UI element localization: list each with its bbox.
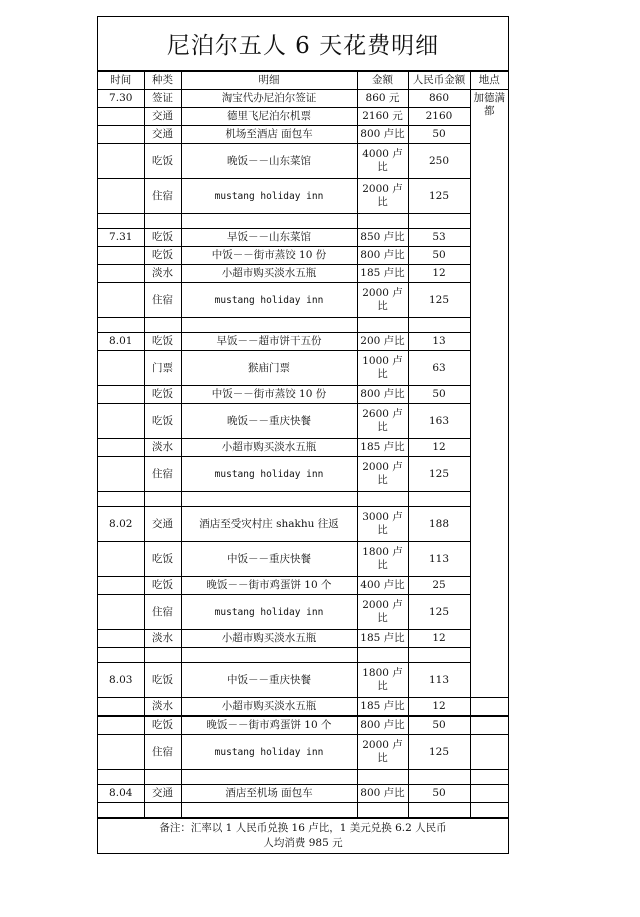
cell-detail: 中饭－－街市蒸饺 10 份 bbox=[181, 386, 357, 404]
table-row bbox=[98, 507, 508, 542]
cell-type: 吃饭 bbox=[144, 386, 181, 404]
cell-rmb: 50 bbox=[408, 386, 470, 404]
cell-rmb bbox=[408, 492, 470, 507]
cell-rmb: 53 bbox=[408, 229, 470, 247]
cell-type: 淡水 bbox=[144, 265, 181, 283]
cell-detail: 酒店至机场 面包车 bbox=[181, 785, 357, 803]
cell-rmb: 50 bbox=[408, 785, 470, 803]
cell-date: 8.03 bbox=[98, 663, 144, 698]
table-row bbox=[98, 108, 508, 126]
cell-amount: 200 卢比 bbox=[357, 333, 408, 351]
cell-detail bbox=[181, 803, 357, 818]
cell-rmb: 12 bbox=[408, 698, 470, 717]
cell-type: 淡水 bbox=[144, 439, 181, 457]
cell-rmb: 125 bbox=[408, 457, 470, 492]
cell-type: 吃饭 bbox=[144, 144, 181, 179]
cell-date bbox=[98, 542, 144, 577]
cell-detail bbox=[181, 770, 357, 785]
table-row bbox=[98, 630, 508, 648]
header-rmb: 人民币金额 bbox=[408, 72, 470, 90]
expense-table bbox=[98, 71, 508, 818]
cell-date bbox=[98, 247, 144, 265]
cell-amount: 185 卢比 bbox=[357, 630, 408, 648]
cell-date bbox=[98, 179, 144, 214]
cell-amount bbox=[357, 803, 408, 818]
table-row bbox=[98, 439, 508, 457]
cell-amount bbox=[357, 492, 408, 507]
cell-type: 住宿 bbox=[144, 735, 181, 770]
header-detail: 明细 bbox=[181, 72, 357, 90]
cell-amount: 4000 卢比 bbox=[357, 144, 408, 179]
cell-amount: 400 卢比 bbox=[357, 577, 408, 595]
cell-type: 住宿 bbox=[144, 457, 181, 492]
cell-detail: 中饭－－重庆快餐 bbox=[181, 663, 357, 698]
table-row bbox=[98, 351, 508, 386]
cell-type: 吃饭 bbox=[144, 247, 181, 265]
cell-amount: 1800 卢比 bbox=[357, 663, 408, 698]
cell-date bbox=[98, 735, 144, 770]
cell-detail: mustang holiday inn bbox=[181, 283, 357, 318]
cell-rmb: 188 bbox=[408, 507, 470, 542]
spacer-row bbox=[98, 214, 508, 229]
cell-rmb: 125 bbox=[408, 735, 470, 770]
expense-sheet bbox=[97, 16, 509, 854]
spacer-row bbox=[98, 803, 508, 818]
cell-rmb: 12 bbox=[408, 439, 470, 457]
cell-rmb: 13 bbox=[408, 333, 470, 351]
cell-detail: 猴庙门票 bbox=[181, 351, 357, 386]
cell-detail: 小超市购买淡水五瓶 bbox=[181, 265, 357, 283]
cell-date bbox=[98, 265, 144, 283]
cell-type: 住宿 bbox=[144, 283, 181, 318]
cell-amount: 1000 卢比 bbox=[357, 351, 408, 386]
cell-date bbox=[98, 439, 144, 457]
cell-date bbox=[98, 648, 144, 663]
cell-detail: mustang holiday inn bbox=[181, 595, 357, 630]
cell-date bbox=[98, 214, 144, 229]
cell-type: 淡水 bbox=[144, 630, 181, 648]
cell-rmb: 63 bbox=[408, 351, 470, 386]
cell-detail: 小超市购买淡水五瓶 bbox=[181, 439, 357, 457]
cell-date: 7.31 bbox=[98, 229, 144, 247]
cell-detail: 中饭－－街市蒸饺 10 份 bbox=[181, 247, 357, 265]
table-row bbox=[98, 404, 508, 439]
header-place: 地点 bbox=[470, 72, 508, 90]
cell-date bbox=[98, 108, 144, 126]
cell-date: 8.01 bbox=[98, 333, 144, 351]
table-row bbox=[98, 283, 508, 318]
cell-rmb: 50 bbox=[408, 126, 470, 144]
cell-rmb: 113 bbox=[408, 542, 470, 577]
cell-place: 加德满都 bbox=[470, 90, 508, 698]
cell-detail: 中饭－－重庆快餐 bbox=[181, 542, 357, 577]
cell-detail bbox=[181, 214, 357, 229]
cell-date bbox=[98, 803, 144, 818]
cell-type: 吃饭 bbox=[144, 542, 181, 577]
cell-rmb: 250 bbox=[408, 144, 470, 179]
cell-detail bbox=[181, 318, 357, 333]
table-row bbox=[98, 126, 508, 144]
cell-type: 吃饭 bbox=[144, 716, 181, 735]
table-row bbox=[98, 247, 508, 265]
cell-place-empty bbox=[470, 770, 508, 785]
cell-type: 住宿 bbox=[144, 595, 181, 630]
table-row bbox=[98, 698, 508, 717]
cell-rmb: 125 bbox=[408, 179, 470, 214]
cell-rmb: 12 bbox=[408, 265, 470, 283]
cell-detail: mustang holiday inn bbox=[181, 457, 357, 492]
cell-detail: 酒店至受灾村庄 shakhu 往返 bbox=[181, 507, 357, 542]
cell-amount: 1800 卢比 bbox=[357, 542, 408, 577]
cell-date bbox=[98, 283, 144, 318]
table-row bbox=[98, 144, 508, 179]
cell-date: 7.30 bbox=[98, 90, 144, 108]
cell-date bbox=[98, 577, 144, 595]
cell-rmb: 25 bbox=[408, 577, 470, 595]
cell-amount: 2000 卢比 bbox=[357, 179, 408, 214]
cell-amount: 800 卢比 bbox=[357, 716, 408, 735]
cell-date bbox=[98, 386, 144, 404]
cell-detail: 小超市购买淡水五瓶 bbox=[181, 698, 357, 717]
cell-detail: 早饭－－山东菜馆 bbox=[181, 229, 357, 247]
cell-amount: 185 卢比 bbox=[357, 265, 408, 283]
cell-place-empty bbox=[470, 698, 508, 717]
cell-amount: 2000 卢比 bbox=[357, 283, 408, 318]
cell-rmb: 50 bbox=[408, 247, 470, 265]
cell-rmb: 50 bbox=[408, 716, 470, 735]
cell-type: 吃饭 bbox=[144, 663, 181, 698]
table-row bbox=[98, 179, 508, 214]
header-row bbox=[98, 72, 508, 90]
cell-detail: 晚饭－－街市鸡蛋饼 10 个 bbox=[181, 577, 357, 595]
cell-detail: 早饭－－超市饼干五份 bbox=[181, 333, 357, 351]
cell-detail bbox=[181, 648, 357, 663]
cell-detail: 晚饭－－山东菜馆 bbox=[181, 144, 357, 179]
cell-detail: mustang holiday inn bbox=[181, 735, 357, 770]
spacer-row bbox=[98, 770, 508, 785]
header-date: 时间 bbox=[98, 72, 144, 90]
table-row bbox=[98, 542, 508, 577]
cell-date bbox=[98, 716, 144, 735]
cell-type bbox=[144, 492, 181, 507]
table-row bbox=[98, 663, 508, 698]
cell-amount bbox=[357, 318, 408, 333]
cell-rmb bbox=[408, 214, 470, 229]
cell-amount: 2600 卢比 bbox=[357, 404, 408, 439]
table-row bbox=[98, 90, 508, 108]
cell-type: 吃饭 bbox=[144, 577, 181, 595]
cell-amount: 2160 元 bbox=[357, 108, 408, 126]
cell-amount: 800 卢比 bbox=[357, 126, 408, 144]
cell-type bbox=[144, 770, 181, 785]
cell-type: 淡水 bbox=[144, 698, 181, 717]
cell-type bbox=[144, 648, 181, 663]
cell-rmb bbox=[408, 318, 470, 333]
header-type: 种类 bbox=[144, 72, 181, 90]
cell-date bbox=[98, 492, 144, 507]
cell-amount: 185 卢比 bbox=[357, 698, 408, 717]
table-row bbox=[98, 333, 508, 351]
cell-rmb: 125 bbox=[408, 283, 470, 318]
cell-amount: 2000 卢比 bbox=[357, 595, 408, 630]
cell-amount: 850 卢比 bbox=[357, 229, 408, 247]
cell-rmb bbox=[408, 770, 470, 785]
cell-type bbox=[144, 803, 181, 818]
cell-rmb bbox=[408, 648, 470, 663]
note-per-capita: 人均消费 985 元 bbox=[263, 837, 343, 849]
cell-amount bbox=[357, 214, 408, 229]
cell-amount: 800 卢比 bbox=[357, 785, 408, 803]
cell-detail: 小超市购买淡水五瓶 bbox=[181, 630, 357, 648]
header-amount: 金额 bbox=[357, 72, 408, 90]
cell-date bbox=[98, 318, 144, 333]
cell-detail: 晚饭－－重庆快餐 bbox=[181, 404, 357, 439]
cell-type: 门票 bbox=[144, 351, 181, 386]
cell-amount bbox=[357, 648, 408, 663]
cell-date bbox=[98, 595, 144, 630]
cell-date bbox=[98, 144, 144, 179]
cell-place-empty bbox=[470, 803, 508, 818]
cell-place-empty bbox=[470, 716, 508, 735]
cell-type: 交通 bbox=[144, 126, 181, 144]
cell-amount: 860 元 bbox=[357, 90, 408, 108]
cell-rmb: 12 bbox=[408, 630, 470, 648]
cell-amount: 185 卢比 bbox=[357, 439, 408, 457]
cell-amount: 800 卢比 bbox=[357, 247, 408, 265]
table-row bbox=[98, 735, 508, 770]
cell-amount: 3000 卢比 bbox=[357, 507, 408, 542]
cell-date bbox=[98, 698, 144, 717]
cell-rmb: 163 bbox=[408, 404, 470, 439]
cell-type: 交通 bbox=[144, 785, 181, 803]
cell-date bbox=[98, 126, 144, 144]
cell-date bbox=[98, 404, 144, 439]
sheet-title: 尼泊尔五人 6 天花费明细 bbox=[98, 17, 508, 71]
cell-date: 8.04 bbox=[98, 785, 144, 803]
cell-type: 吃饭 bbox=[144, 229, 181, 247]
cell-detail: 晚饭－－街市鸡蛋饼 10 个 bbox=[181, 716, 357, 735]
cell-type: 住宿 bbox=[144, 179, 181, 214]
cell-type: 交通 bbox=[144, 108, 181, 126]
cell-type: 交通 bbox=[144, 507, 181, 542]
cell-type bbox=[144, 318, 181, 333]
table-row bbox=[98, 577, 508, 595]
cell-date bbox=[98, 770, 144, 785]
cell-amount bbox=[357, 770, 408, 785]
table-row bbox=[98, 716, 508, 735]
note bbox=[98, 818, 508, 853]
cell-rmb: 125 bbox=[408, 595, 470, 630]
cell-detail: 德里飞尼泊尔机票 bbox=[181, 108, 357, 126]
cell-detail: mustang holiday inn bbox=[181, 179, 357, 214]
table-row bbox=[98, 785, 508, 803]
table-row bbox=[98, 229, 508, 247]
cell-rmb: 2160 bbox=[408, 108, 470, 126]
cell-type: 吃饭 bbox=[144, 333, 181, 351]
cell-detail: 机场至酒店 面包车 bbox=[181, 126, 357, 144]
cell-amount: 800 卢比 bbox=[357, 386, 408, 404]
cell-type bbox=[144, 214, 181, 229]
cell-rmb bbox=[408, 803, 470, 818]
cell-date bbox=[98, 351, 144, 386]
cell-amount: 2000 卢比 bbox=[357, 735, 408, 770]
cell-date bbox=[98, 630, 144, 648]
cell-date: 8.02 bbox=[98, 507, 144, 542]
cell-date bbox=[98, 457, 144, 492]
spacer-row bbox=[98, 318, 508, 333]
cell-place-empty bbox=[470, 785, 508, 803]
table-row bbox=[98, 265, 508, 283]
spacer-row bbox=[98, 648, 508, 663]
table-row bbox=[98, 595, 508, 630]
cell-rmb: 860 bbox=[408, 90, 470, 108]
cell-rmb: 113 bbox=[408, 663, 470, 698]
cell-type: 吃饭 bbox=[144, 404, 181, 439]
cell-type: 签证 bbox=[144, 90, 181, 108]
cell-amount: 2000 卢比 bbox=[357, 457, 408, 492]
table-row bbox=[98, 457, 508, 492]
cell-detail bbox=[181, 492, 357, 507]
spacer-row bbox=[98, 492, 508, 507]
table-row bbox=[98, 386, 508, 404]
note-exchange-rate: 备注：汇率以 1 人民币兑换 16 卢比，1 美元兑换 6.2 人民币 bbox=[159, 822, 447, 834]
cell-place-empty bbox=[470, 735, 508, 770]
cell-detail: 淘宝代办尼泊尔签证 bbox=[181, 90, 357, 108]
